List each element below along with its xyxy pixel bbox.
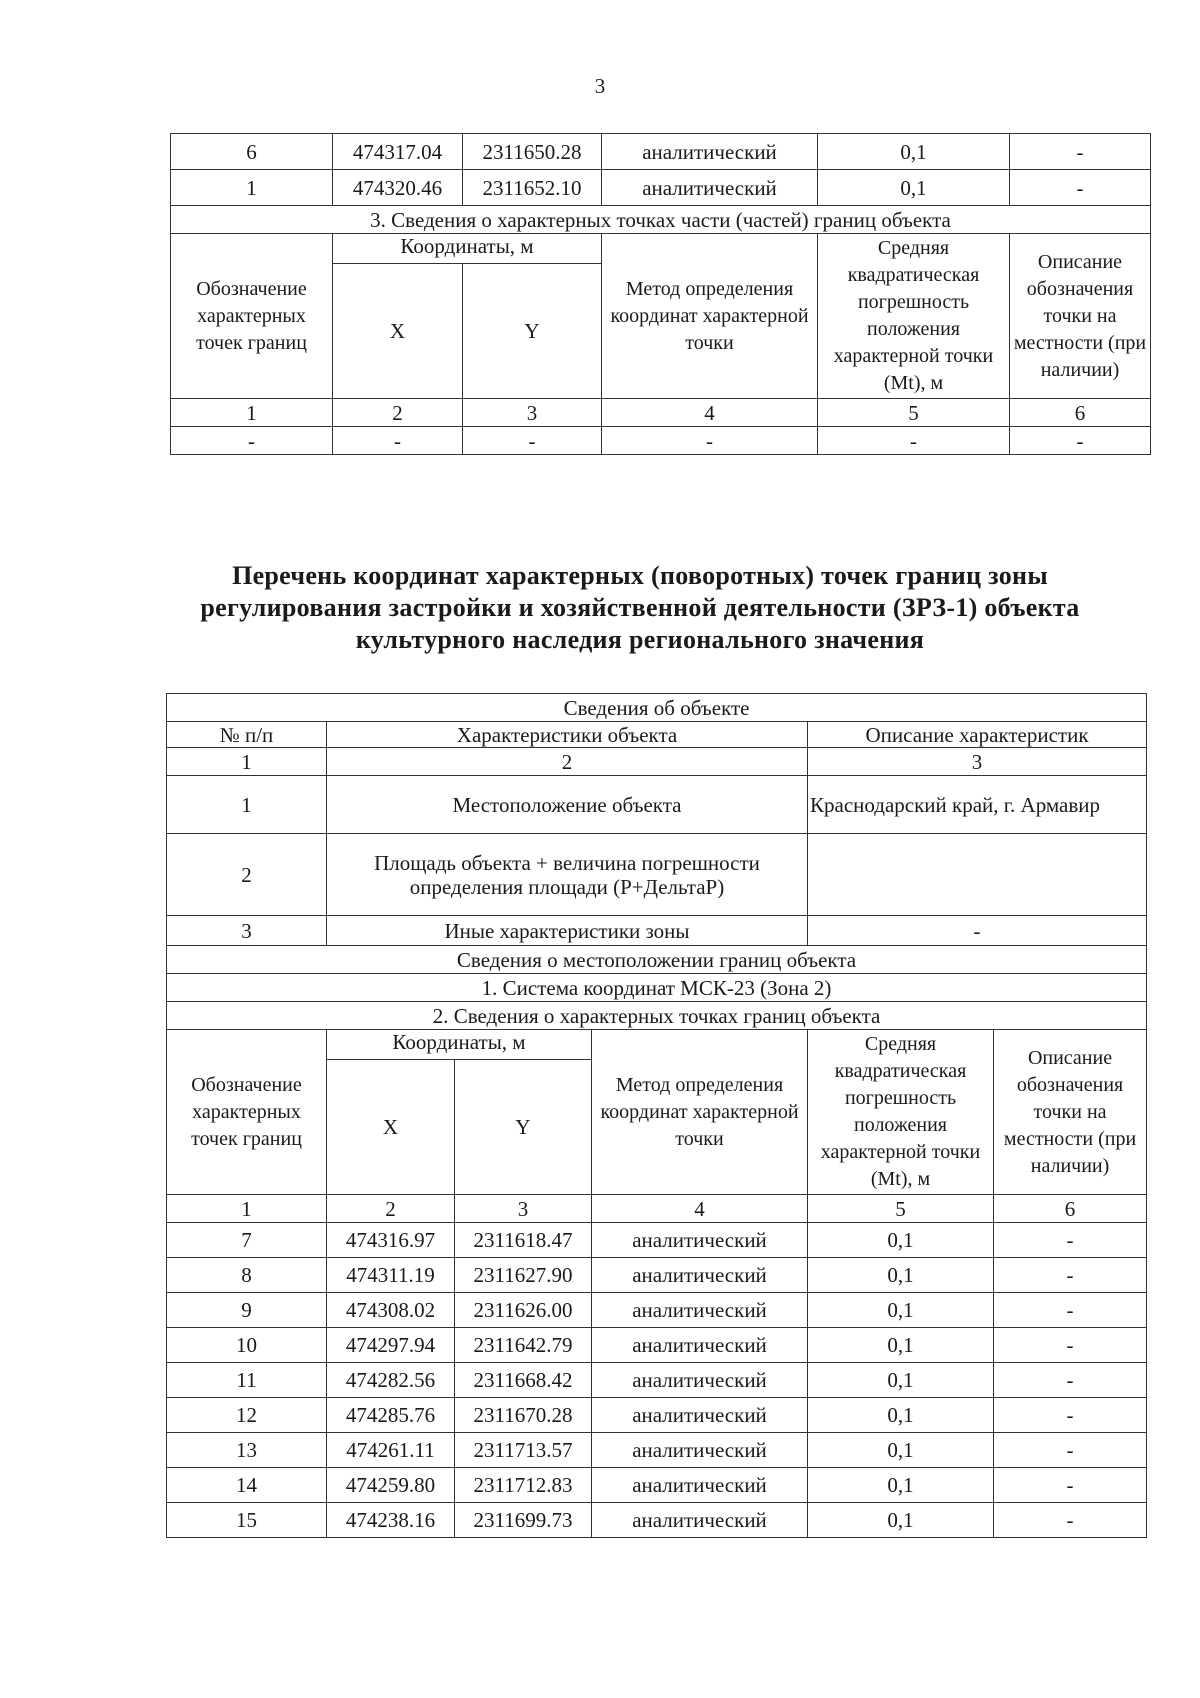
error-value: 0,1 <box>808 1328 994 1363</box>
coordinates-header: Координаты, м <box>333 234 602 264</box>
description-value: - <box>994 1433 1147 1468</box>
method-value: аналитический <box>602 134 818 170</box>
x-value: 474311.19 <box>327 1258 455 1293</box>
description-value: - <box>994 1503 1147 1538</box>
object-characteristic: Иные характеристики зоны <box>327 916 808 946</box>
object-row-number: 1 <box>167 776 327 834</box>
x-header: X <box>327 1060 455 1195</box>
method-value: аналитический <box>592 1433 808 1468</box>
number-header: № п/п <box>167 722 327 748</box>
error-value: 0,1 <box>808 1363 994 1398</box>
table-row <box>167 1433 1147 1468</box>
point-id: 9 <box>167 1293 327 1328</box>
x-value: 474238.16 <box>327 1503 455 1538</box>
column-number: 1 <box>167 748 327 776</box>
table-row <box>167 1468 1147 1503</box>
description-value: - <box>1010 170 1151 206</box>
point-id: 6 <box>171 134 333 170</box>
point-id: 15 <box>167 1503 327 1538</box>
description-value: - <box>1010 134 1151 170</box>
y-value: 2311670.28 <box>455 1398 592 1433</box>
error-value: 0,1 <box>808 1468 994 1503</box>
column-numbers-row <box>167 1195 1147 1223</box>
point-id: 13 <box>167 1433 327 1468</box>
column-numbers-row <box>171 399 1151 427</box>
table-row <box>171 134 1151 170</box>
x-value: 474297.94 <box>327 1328 455 1363</box>
column-number: 2 <box>327 1195 455 1223</box>
y-header: Y <box>463 264 602 399</box>
column-number: 2 <box>327 748 808 776</box>
y-value: 2311627.90 <box>455 1258 592 1293</box>
x-value: 474285.76 <box>327 1398 455 1433</box>
method-header: Метод определения координат характерной точки <box>592 1030 808 1195</box>
column-number: 6 <box>994 1195 1147 1223</box>
object-row <box>167 834 1147 916</box>
object-characteristic: Площадь объекта + величина погрешности определения площади (P+ДельтаP) <box>327 834 808 916</box>
table-row <box>167 1223 1147 1258</box>
method-value: аналитический <box>592 1258 808 1293</box>
description-value: - <box>994 1328 1147 1363</box>
page-number: 3 <box>594 74 606 98</box>
point-id: 11 <box>167 1363 327 1398</box>
error-value: 0,1 <box>818 170 1010 206</box>
column-number: 6 <box>1010 399 1151 427</box>
section-title: 3. Сведения о характерных точках части (частей) границ объекта <box>171 206 1151 234</box>
description-value: - <box>994 1293 1147 1328</box>
x-value: 474282.56 <box>327 1363 455 1398</box>
description-value: - <box>994 1398 1147 1433</box>
error-value: 0,1 <box>808 1258 994 1293</box>
y-header: Y <box>455 1060 592 1195</box>
method-value: аналитический <box>592 1468 808 1503</box>
method-value: аналитический <box>592 1503 808 1538</box>
method-header: Метод определения координат характерной точки <box>602 234 818 399</box>
y-value: 2311712.83 <box>455 1468 592 1503</box>
x-value: 474308.02 <box>327 1293 455 1328</box>
empty-cell: - <box>171 427 333 455</box>
method-value: аналитический <box>592 1398 808 1433</box>
x-value: 474320.46 <box>333 170 463 206</box>
method-value: аналитический <box>592 1363 808 1398</box>
y-value: 2311668.42 <box>455 1363 592 1398</box>
y-value: 2311699.73 <box>455 1503 592 1538</box>
table-row <box>167 1363 1147 1398</box>
y-value: 2311626.00 <box>455 1293 592 1328</box>
object-description: Краснодарский край, г. Армавир <box>808 776 1147 834</box>
points-title: 2. Сведения о характерных точках границ объекта <box>167 1002 1147 1030</box>
object-characteristic: Местоположение объекта <box>327 776 808 834</box>
object-row <box>167 916 1147 946</box>
object-info-title: Сведения об объекте <box>167 694 1147 722</box>
method-value: аналитический <box>592 1223 808 1258</box>
description-header: Описание обозначения точки на местности (при наличии) <box>994 1030 1147 1195</box>
designation-header: Обозначение характерных точек границ <box>171 234 333 399</box>
table-row <box>167 1258 1147 1293</box>
y-value: 2311642.79 <box>455 1328 592 1363</box>
point-id: 14 <box>167 1468 327 1503</box>
description-header: Описание характеристик <box>808 722 1147 748</box>
y-value: 2311713.57 <box>455 1433 592 1468</box>
error-value: 0,1 <box>808 1398 994 1433</box>
error-value: 0,1 <box>808 1223 994 1258</box>
x-header: X <box>333 264 463 399</box>
description-value: - <box>994 1363 1147 1398</box>
method-value: аналитический <box>602 170 818 206</box>
empty-cell: - <box>1010 427 1151 455</box>
empty-cell: - <box>463 427 602 455</box>
empty-cell: - <box>602 427 818 455</box>
object-description: - <box>808 916 1147 946</box>
y-value: 2311618.47 <box>455 1223 592 1258</box>
object-description <box>808 834 1147 916</box>
main-coordinates-table <box>166 693 1147 1538</box>
empty-cell: - <box>333 427 463 455</box>
column-number: 4 <box>592 1195 808 1223</box>
column-number: 5 <box>808 1195 994 1223</box>
point-id: 1 <box>171 170 333 206</box>
column-number: 1 <box>167 1195 327 1223</box>
column-number: 3 <box>455 1195 592 1223</box>
method-value: аналитический <box>592 1293 808 1328</box>
object-row-number: 3 <box>167 916 327 946</box>
column-number: 4 <box>602 399 818 427</box>
error-value: 0,1 <box>818 134 1010 170</box>
point-id: 8 <box>167 1258 327 1293</box>
error-value: 0,1 <box>808 1503 994 1538</box>
empty-cell: - <box>818 427 1010 455</box>
designation-header: Обозначение характерных точек границ <box>167 1030 327 1195</box>
document-title: Перечень координат характерных (поворотных) точек границ зоны регулирования застройки и хозяйственной деятельности (ЗРЗ-1) объекта культурного наследия регионального значения <box>200 561 1080 654</box>
error-value: 0,1 <box>808 1293 994 1328</box>
table-row <box>167 1503 1147 1538</box>
table-row <box>167 1293 1147 1328</box>
points-body <box>167 1223 1147 1538</box>
column-number: 3 <box>463 399 602 427</box>
y-value: 2311650.28 <box>463 134 602 170</box>
x-value: 474316.97 <box>327 1223 455 1258</box>
point-id: 10 <box>167 1328 327 1363</box>
description-header: Описание обозначения точки на местности (при наличии) <box>1010 234 1151 399</box>
point-id: 7 <box>167 1223 327 1258</box>
object-row-number: 2 <box>167 834 327 916</box>
table-row <box>167 1328 1147 1363</box>
description-value: - <box>994 1223 1147 1258</box>
method-value: аналитический <box>592 1328 808 1363</box>
x-value: 474317.04 <box>333 134 463 170</box>
x-value: 474261.11 <box>327 1433 455 1468</box>
description-value: - <box>994 1258 1147 1293</box>
location-title: Сведения о местоположении границ объекта <box>167 946 1147 974</box>
characteristics-header: Характеристики объекта <box>327 722 808 748</box>
coordinate-system: 1. Система координат МСК-23 (Зона 2) <box>167 974 1147 1002</box>
table-row <box>171 427 1151 455</box>
error-value: 0,1 <box>808 1433 994 1468</box>
error-header: Средняя квадратическая погрешность положения характерной точки (Mt), м <box>808 1030 994 1195</box>
table-row <box>167 1398 1147 1433</box>
column-number: 5 <box>818 399 1010 427</box>
table-row <box>171 170 1151 206</box>
point-id: 12 <box>167 1398 327 1433</box>
description-value: - <box>994 1468 1147 1503</box>
error-header: Средняя квадратическая погрешность положения характерной точки (Mt), м <box>818 234 1010 399</box>
x-value: 474259.80 <box>327 1468 455 1503</box>
coordinates-header: Координаты, м <box>327 1030 592 1060</box>
column-number: 3 <box>808 748 1147 776</box>
column-number: 1 <box>171 399 333 427</box>
y-value: 2311652.10 <box>463 170 602 206</box>
top-coordinates-table <box>170 133 1151 455</box>
object-row <box>167 776 1147 834</box>
column-number: 2 <box>333 399 463 427</box>
